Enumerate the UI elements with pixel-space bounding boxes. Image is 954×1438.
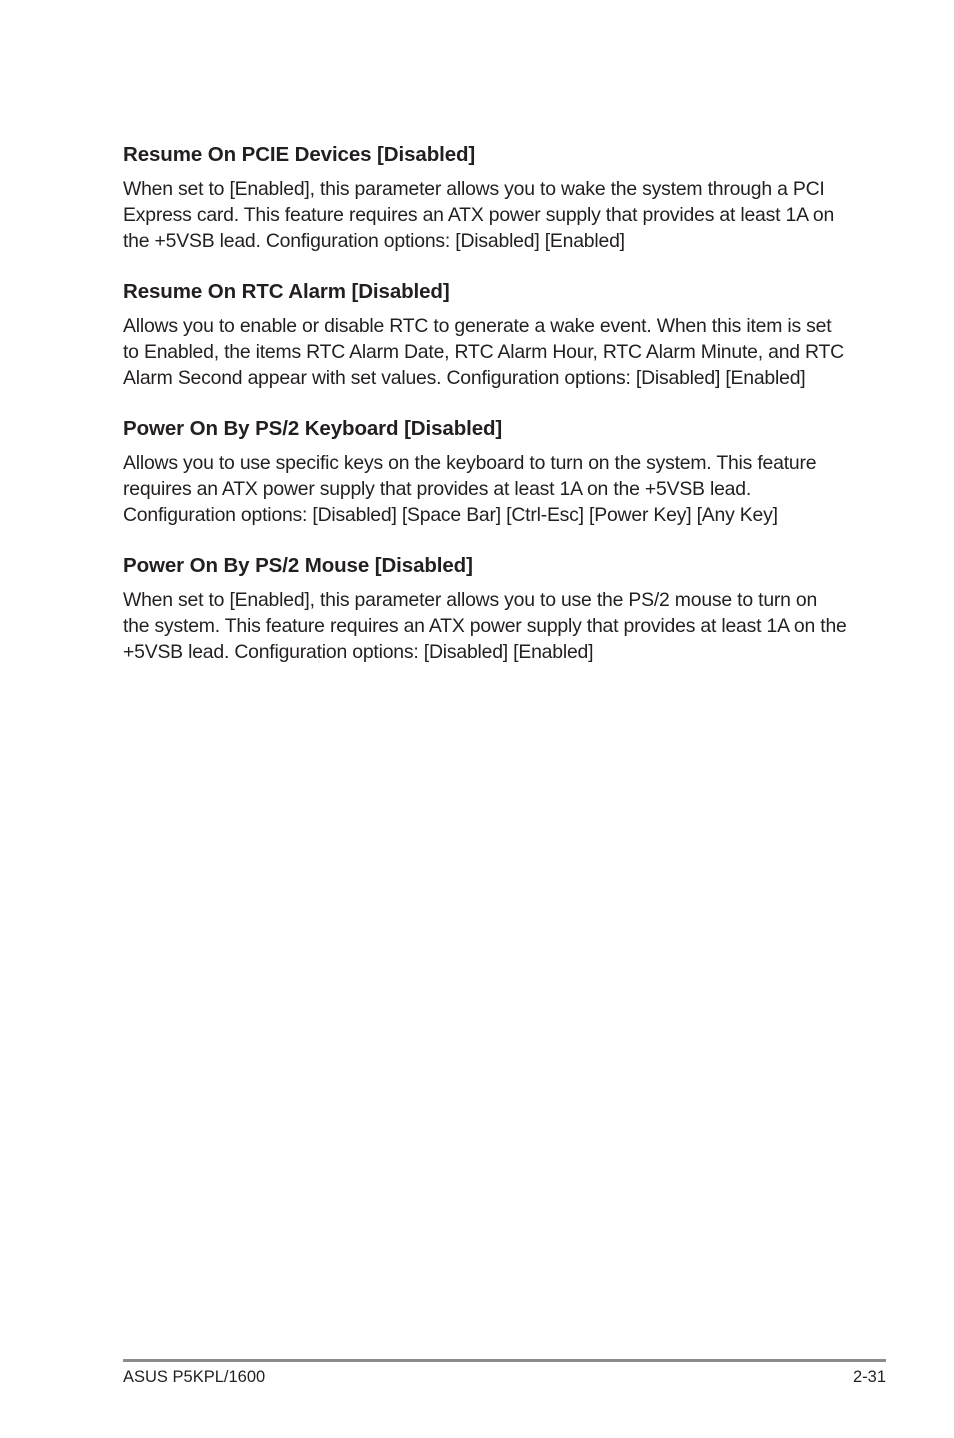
section-resume-pcie bbox=[123, 142, 848, 254]
section-title: Power On By PS/2 Keyboard [Disabled] bbox=[123, 417, 503, 440]
section-body: Allows you to enable or disable RTC to generate a wake event. When this item is set to Enabled, the items RTC Alarm Date, RTC Alarm Hour, RTC Alarm Minute, and RTC Alarm Second appear with set values. Configuration options: [Disabled] [Enabled] bbox=[123, 315, 844, 389]
section-title: Resume On PCIE Devices [Disabled] bbox=[123, 143, 476, 166]
footer-product-name: ASUS P5KPL/1600 bbox=[123, 1368, 266, 1386]
section-body: Allows you to use specific keys on the keyboard to turn on the system. This feature requires an ATX power supply that provides at least 1A on the +5VSB lead. Configuration options: [Disabled] [Space Bar] [Ctrl-Esc] [Power Key] [Any Key] bbox=[123, 452, 817, 526]
section-resume-rtc bbox=[123, 279, 848, 391]
section-title: Resume On RTC Alarm [Disabled] bbox=[123, 280, 450, 303]
section-title: Power On By PS/2 Mouse [Disabled] bbox=[123, 554, 473, 577]
footer-divider bbox=[123, 1359, 886, 1362]
section-power-mouse bbox=[123, 553, 848, 665]
footer-page-number: 2-31 bbox=[852, 1368, 886, 1386]
document-content bbox=[123, 142, 848, 690]
section-power-keyboard bbox=[123, 416, 848, 528]
section-body: When set to [Enabled], this parameter allows you to wake the system through a PCI Express card. This feature requires an ATX power supply that provides at least 1A on the +5VSB lead. Configuration options: [Disabled] [Enabled] bbox=[123, 178, 835, 252]
section-body: When set to [Enabled], this parameter allows you to use the PS/2 mouse to turn on the system. This feature requires an ATX power supply that provides at least 1A on the +5VSB lead. Configuration options: [Disabled] [Enabled] bbox=[123, 589, 847, 663]
